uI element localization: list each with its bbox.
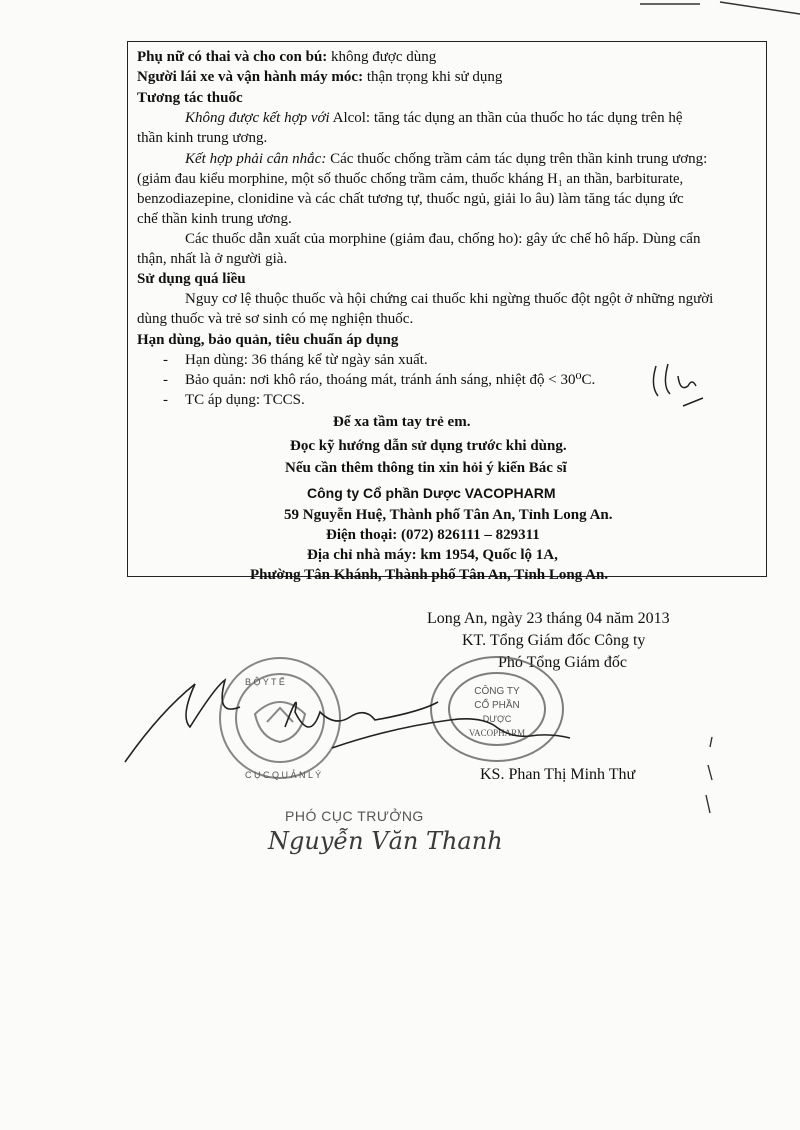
storage-heading: Hạn dùng, bảo quản, tiêu chuẩn áp dụng — [137, 332, 399, 348]
pregnancy-line — [137, 48, 436, 66]
no-combine-label: Không được kết hợp với — [185, 110, 330, 126]
caution-label: Kết hợp phải cân nhắc: — [185, 151, 327, 167]
caution-line3: benzodiazepine, clonidine và các chất tương tự, thuốc ngủ, giải lo âu) làm tăng tác dụng ức — [137, 191, 684, 207]
overdose-line1: Nguy cơ lệ thuộc thuốc và hội chứng cai thuốc khi ngừng thuốc đột ngột ở những người — [185, 291, 714, 307]
no-combine-text: Alcol: tăng tác dụng an thần của thuốc ho tác dụng trên hệ — [332, 110, 683, 126]
signer-role-2: Phó Tổng Giám đốc — [498, 654, 628, 671]
svg-text:DƯỢC: DƯỢC — [482, 714, 512, 724]
storage-item — [163, 391, 305, 409]
warning-keep-away: Để xa tầm tay trẻ em. — [333, 414, 471, 430]
caution-line — [185, 150, 707, 168]
storage-item-text: TC áp dụng: TCCS. — [185, 392, 305, 408]
company-address: 59 Nguyễn Huệ, Thành phố Tân An, Tỉnh Long An. — [284, 507, 613, 523]
signer-name: KS. Phan Thị Minh Thư — [480, 766, 636, 783]
factory-address-line2: Phường Tân Khánh, Thành phố Tân An, Tỉnh Long An. — [250, 567, 609, 583]
approval-title: PHÓ CỤC TRƯỞNG — [285, 808, 424, 824]
drivers-text: thận trọng khi sử dụng — [366, 69, 503, 85]
morphine-line2: thận, nhất là ở người già. — [137, 251, 288, 267]
svg-text:CỔ PHẦN: CỔ PHẦN — [474, 700, 520, 711]
warning-ask-doctor: Nếu cần thêm thông tin xin hỏi ý kiến Bác sĩ — [285, 460, 567, 476]
storage-item — [163, 371, 595, 389]
no-combine-line — [185, 109, 683, 127]
company-name: Công ty Cổ phần Dược VACOPHARM — [307, 485, 556, 501]
overdose-heading: Sử dụng quá liều — [137, 271, 246, 287]
company-phone: Điện thoại: (072) 826111 – 829311 — [326, 527, 540, 543]
scan-edge-mark — [640, 0, 800, 20]
approval-name: Nguyễn Văn Thanh — [268, 827, 503, 855]
stamp-text-bottom: C Ụ C Q U Ả N L Ý — [245, 770, 322, 780]
storage-item-text: Hạn dùng: 36 tháng kể từ ngày sản xuất. — [185, 352, 428, 368]
bullet: - — [163, 372, 168, 388]
storage-item — [163, 351, 428, 369]
caution-line2: (giảm đau kiểu morphine, một số thuốc chống trầm cảm, thuốc kháng H₁ an thần, barbiturate, — [137, 171, 684, 187]
initials-mark — [648, 356, 708, 411]
caution-text: Các thuốc chống trầm cảm tác dụng trên thần kinh trung ương: — [330, 151, 708, 167]
bullet: - — [163, 352, 168, 368]
overdose-line2: dùng thuốc và trẻ sơ sinh có mẹ nghiện thuốc. — [137, 311, 414, 327]
svg-text:CÔNG TY: CÔNG TY — [474, 686, 520, 697]
factory-address: Địa chỉ nhà máy: km 1954, Quốc lộ 1A, — [307, 547, 558, 563]
no-combine-line2: thần kinh trung ương. — [137, 130, 268, 146]
company-signature — [330, 708, 590, 768]
warning-read-instructions: Đọc kỹ hướng dẫn sử dụng trước khi dùng. — [290, 438, 567, 454]
signer-role-1: KT. Tổng Giám đốc Công ty — [462, 632, 646, 649]
place-date: Long An, ngày 23 tháng 04 năm 2013 — [427, 610, 670, 627]
morphine-line1: Các thuốc dẫn xuất của morphine (giảm đau, chống ho): gây ức chế hô hấp. Dùng cẩn — [185, 231, 701, 247]
drivers-line — [137, 68, 502, 86]
bullet: - — [163, 392, 168, 408]
pregnancy-text: không được dùng — [331, 49, 437, 65]
interactions-heading: Tương tác thuốc — [137, 90, 243, 106]
storage-item-text: Bảo quản: nơi khô ráo, thoáng mát, tránh ánh sáng, nhiệt độ < 30⁰C. — [185, 372, 596, 388]
pregnancy-label: Phụ nữ có thai và cho con bú: — [137, 49, 328, 65]
drivers-label: Người lái xe và vận hành máy móc: — [137, 69, 364, 85]
svg-text:VACOPHARM: VACOPHARM — [468, 728, 526, 738]
stamp-text-top: B Ộ Y T Ế — [245, 677, 285, 687]
scan-edge-mark — [700, 735, 720, 815]
caution-line4: chế thần kinh trung ương. — [137, 211, 292, 227]
